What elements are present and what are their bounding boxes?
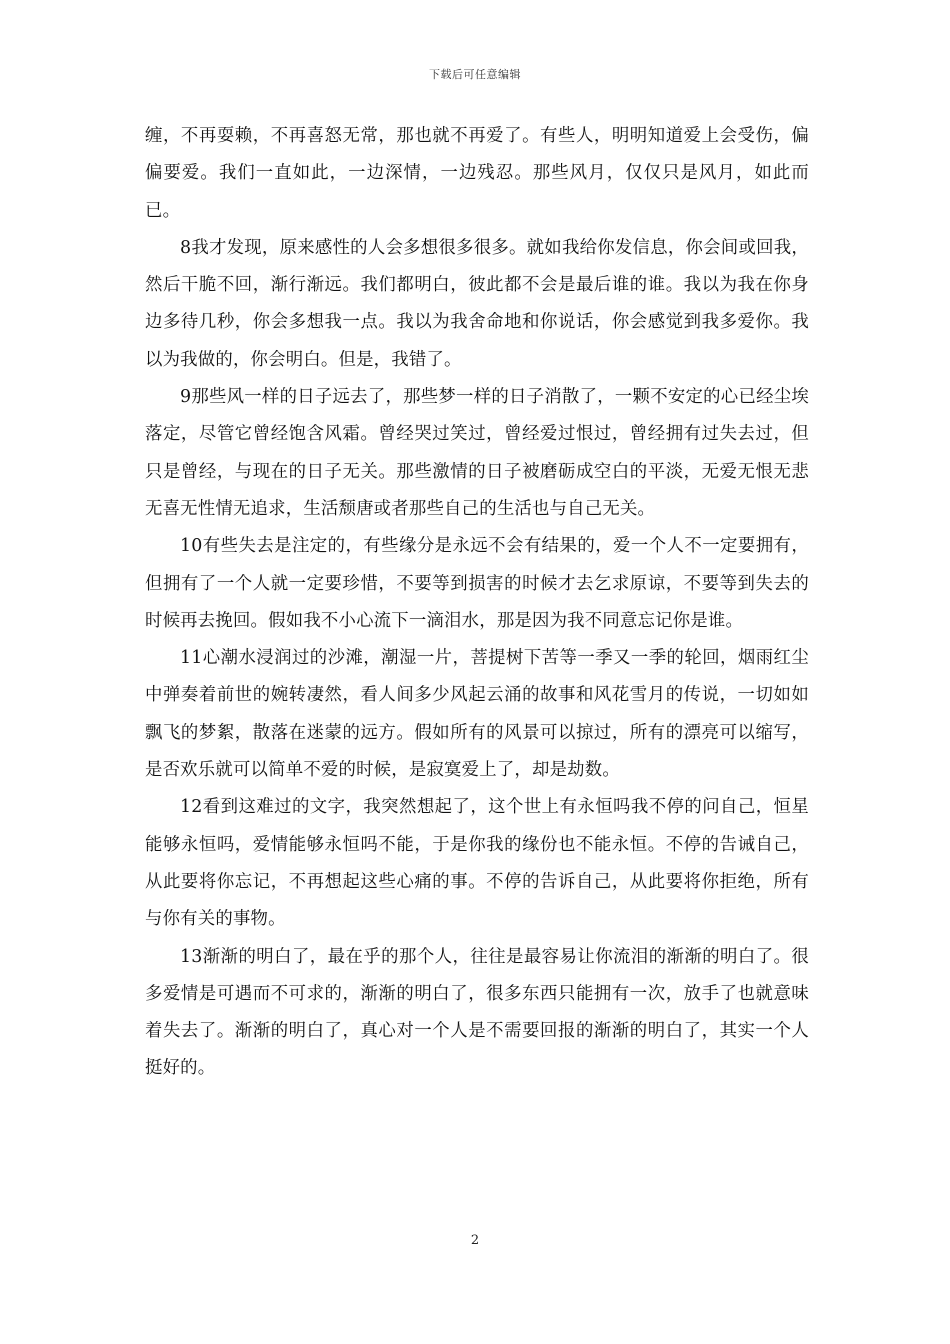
paragraph-continuation: 缠，不再耍赖，不再喜怒无常，那也就不再爱了。有些人，明明知道爱上会受伤，偏偏要爱。我们一直如此，一边深情，一边残忍。那些风月，仅仅只是风月，如此而已。 — [145, 126, 809, 221]
paragraph-11: 11心潮水浸润过的沙滩，潮湿一片，菩提树下苦等一季又一季的轮回，烟雨红尘中弹奏着前世的婉转凄然，看人间多少风起云涌的故事和风花雪月的传说，一切如如飘飞的梦絮，散落在迷蒙的远方。假如所有的风景可以掠过，所有的漂亮可以缩写，是否欢乐就可以简单不爱的时候，是寂寞爱上了，却是劫数。 — [145, 648, 809, 781]
paragraph-10: 10有些失去是注定的，有些缘分是永远不会有结果的，爱一个人不一定要拥有，但拥有了一个人就一定要珍惜，不要等到损害的时候才去乞求原谅，不要等到失去的时候再去挽回。假如我不小心流下一滴泪水，那是因为我不同意忘记你是谁。 — [145, 536, 809, 631]
paragraph-9: 9那些风一样的日子远去了，那些梦一样的日子消散了，一颗不安定的心已经尘埃落定，尽管它曾经饱含风霜。曾经哭过笑过，曾经爱过恨过，曾经拥有过失去过，但只是曾经，与现在的日子无关。那些激情的日子被磨砺成空白的平淡，无爱无恨无悲无喜无性情无追求，生活颓唐或者那些自己的生活也与自己无关。 — [145, 387, 809, 519]
paragraph-13: 13渐渐的明白了，最在乎的那个人，往往是最容易让你流泪的渐渐的明白了。很多爱情是可遇而不可求的，渐渐的明白了，很多东西只能拥有一次，放手了也就意味着失去了。渐渐的明白了，真心对一个人是不需要回报的渐渐的明白了，其实一个人挺好的。 — [145, 946, 809, 1079]
paragraph-8: 8我才发现，原来感性的人会多想很多很多。就如我给你发信息，你会间或回我，然后干脆不回，渐行渐远。我们都明白，彼此都不会是最后谁的谁。我以为我在你身边多待几秒，你会多想我一点。我以为我舍命地和你说话，你会感觉到我多爱你。我以为我做的，你会明白。但是，我错了。 — [145, 237, 809, 370]
page-header: 下载后可任意编辑 — [429, 68, 521, 81]
paragraph-12: 12看到这难过的文字，我突然想起了，这个世上有永恒吗我不停的问自己，恒星能够永恒吗，爱情能够永恒吗不能，于是你我的缘份也不能永恒。不停的告诫自己，从此要将你忘记，不再想起这些心痛的事。不停的告诉自己，从此要将你拒绝，所有与你有关的事物。 — [145, 797, 809, 930]
document-body — [145, 118, 809, 1088]
page-number: 2 — [470, 1233, 480, 1248]
